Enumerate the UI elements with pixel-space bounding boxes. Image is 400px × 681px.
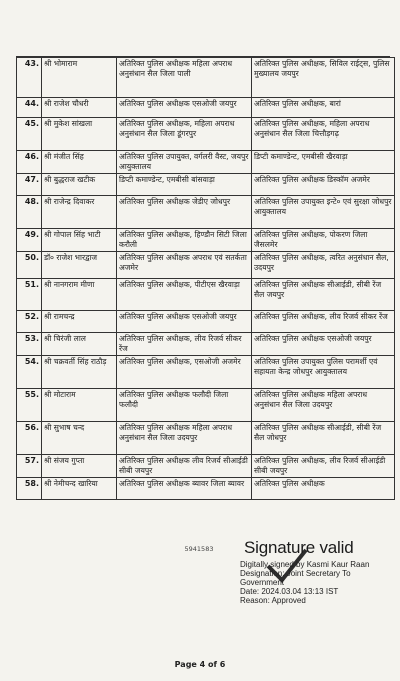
serial-number-cell: 50. xyxy=(17,252,42,279)
new-posting-cell: अतिरिक्त पुलिस अधीक्षक एसओजी जयपुर xyxy=(252,333,395,356)
officer-name-cell: श्री संजय गुप्ता xyxy=(42,455,117,478)
current-posting-cell: अतिरिक्त पुलिस अधीक्षक, हिण्डौन सिटी जिला करौली xyxy=(117,229,252,252)
serial-number-cell: 52. xyxy=(17,311,42,333)
current-posting-cell: अतिरिक्त पुलिस अधीक्षक लीव रिजर्व सीआईडी सीबी जयपुर xyxy=(117,455,252,478)
table-row xyxy=(17,455,395,478)
current-posting-cell: अतिरिक्त पुलिस अधीक्षक अपराध एवं सतर्कता अजमेर xyxy=(117,252,252,279)
new-posting-cell: अतिरिक्त पुलिस अधीक्षक, लीव रिजर्व सीकर रेंज xyxy=(252,311,395,333)
stamp-number: 5941583 xyxy=(184,545,214,553)
serial-number-cell: 45. xyxy=(17,118,42,151)
serial-number-cell: 46. xyxy=(17,151,42,174)
current-posting-cell: अतिरिक्त पुलिस उपायुक्त, वर्गलरी वैस्ट, जयपुर आयुक्तालय xyxy=(117,151,252,174)
office-stamp xyxy=(164,545,234,553)
serial-number-cell: 58. xyxy=(17,478,42,500)
government-line: Government xyxy=(240,578,285,587)
signature-date-line: Date: 2024.03.04 13:13 IST xyxy=(240,587,339,596)
serial-number-cell: 57. xyxy=(17,455,42,478)
serial-number-cell: 51. xyxy=(17,279,42,311)
serial-number-cell: 48. xyxy=(17,196,42,229)
officer-name-cell: श्री मंजीत सिंह xyxy=(42,151,117,174)
new-posting-cell: अतिरिक्त पुलिस अधीक्षक सीआईडी, सीबी रेंज सैल जोधपुर xyxy=(252,422,395,455)
serial-number-cell: 55. xyxy=(17,389,42,422)
transfer-table-body xyxy=(17,58,395,500)
table-row xyxy=(17,422,395,455)
table-row xyxy=(17,118,395,151)
officer-name-cell: श्री रामचन्द्र xyxy=(42,311,117,333)
new-posting-cell: अतिरिक्त पुलिस अधीक्षक सीआईडी, सीबी रेंज सैल जयपुर xyxy=(252,279,395,311)
new-posting-cell: अतिरिक्त पुलिस अधीक्षक महिला अपराध अनुसंधान सैल जिला उदयपुर xyxy=(252,389,395,422)
current-posting-cell: अतिरिक्त पुलिस अधीक्षक जेडीए जोधपुर xyxy=(117,196,252,229)
serial-number-cell: 47. xyxy=(17,174,42,196)
current-posting-cell: अतिरिक्त पुलिस अधीक्षक एसओजी जयपुर xyxy=(117,311,252,333)
transfer-table xyxy=(16,57,395,500)
serial-number-cell: 54. xyxy=(17,356,42,389)
current-posting-cell: अतिरिक्त पुलिस अधीक्षक, एसओजी अजमेर xyxy=(117,356,252,389)
officer-name-cell: श्री चक्रवर्ती सिंह राठौड़ xyxy=(42,356,117,389)
serial-number-cell: 49. xyxy=(17,229,42,252)
table-row xyxy=(17,389,395,422)
table-row xyxy=(17,478,395,500)
current-posting-cell: अतिरिक्त पुलिस अधीक्षक फलौदी जिला फलौदी xyxy=(117,389,252,422)
serial-number-cell: 56. xyxy=(17,422,42,455)
current-posting-cell: अतिरिक्त पुलिस अधीक्षक एसओजी जयपुर xyxy=(117,98,252,118)
officer-name-cell: श्री नेमीचन्द खारिया xyxy=(42,478,117,500)
officer-name-cell: श्री गोपाल सिंह भाटी xyxy=(42,229,117,252)
new-posting-cell: अतिरिक्त पुलिस अधीक्षक xyxy=(252,478,395,500)
officer-name-cell: श्री भोमाराम xyxy=(42,58,117,98)
officer-name-cell: डॉ० राजेश भारद्वाज xyxy=(42,252,117,279)
current-posting-cell: अतिरिक्त पुलिस अधीक्षक, पीटीएस खैरवाड़ा xyxy=(117,279,252,311)
serial-number-cell: 53. xyxy=(17,333,42,356)
officer-name-cell: श्री नानगराम मीणा xyxy=(42,279,117,311)
new-posting-cell: अतिरिक्त पुलिस अधीक्षक, लीव रिजर्व सीआईडी सीबी जयपुर xyxy=(252,455,395,478)
table-row xyxy=(17,356,395,389)
new-posting-cell: अतिरिक्त पुलिस अधीक्षक, सिविल राईट्स, पुलिस मुख्यालय जयपुर xyxy=(252,58,395,98)
table-row xyxy=(17,229,395,252)
officer-name-cell: श्री राजेन्द्र दिवाकर xyxy=(42,196,117,229)
new-posting-cell: अतिरिक्त पुलिस अधीक्षक डिस्कॉम अजमेर xyxy=(252,174,395,196)
table-row xyxy=(17,196,395,229)
digital-signature-block xyxy=(238,538,398,618)
new-posting-cell: डिप्टी कमाण्डेन्ट, एमबीसी खैरवाड़ा xyxy=(252,151,395,174)
current-posting-cell: अतिरिक्त पुलिस अधीक्षक ब्यावर जिला ब्यावर xyxy=(117,478,252,500)
officer-name-cell: श्री मोटाराम xyxy=(42,389,117,422)
current-posting-cell: डिप्टी कमाण्डेन्ट, एमबीसी बांसवाड़ा xyxy=(117,174,252,196)
table-row xyxy=(17,311,395,333)
new-posting-cell: अतिरिक्त पुलिस अधीक्षक, महिला अपराध अनुसंधान सैल जिला चित्तौड़गढ़ xyxy=(252,118,395,151)
officer-name-cell: श्री सुभाष चन्द xyxy=(42,422,117,455)
new-posting-cell: अतिरिक्त पुलिस अधीक्षक, त्वरित अनुसंधान सैल, उदयपुर xyxy=(252,252,395,279)
table-row xyxy=(17,252,395,279)
serial-number-cell: 43. xyxy=(17,58,42,98)
new-posting-cell: अतिरिक्त पुलिस उपायुक्त इन्टे० एवं सुरक्षा जोधपुर आयुक्तालय xyxy=(252,196,395,229)
officer-name-cell: श्री राजेश चौधरी xyxy=(42,98,117,118)
table-row xyxy=(17,279,395,311)
new-posting-cell: अतिरिक्त पुलिस अधीक्षक, बारां xyxy=(252,98,395,118)
new-posting-cell: अतिरिक्त पुलिस अधीक्षक, पोकरण जिला जैसलमेर xyxy=(252,229,395,252)
new-posting-cell: अतिरिक्त पुलिस उपायुक्त पुलिस परामर्शी एवं सहायता केन्द्र जोधपुर आयुक्तालय xyxy=(252,356,395,389)
signature-reason-line: Reason: Approved xyxy=(240,596,306,605)
officer-name-cell: श्री मुकेश सांखला xyxy=(42,118,117,151)
table-row xyxy=(17,151,395,174)
current-posting-cell: अतिरिक्त पुलिस अधीक्षक महिला अपराध अनुसंधान सैल जिला उदयपुर xyxy=(117,422,252,455)
officer-name-cell: श्री बुद्धराज खटीक xyxy=(42,174,117,196)
designation-line: Designation: Joint Secretary To xyxy=(240,569,351,578)
current-posting-cell: अतिरिक्त पुलिस अधीक्षक, महिला अपराध अनुसंधान सैल जिला डूंगरपुर xyxy=(117,118,252,151)
table-row xyxy=(17,174,395,196)
serial-number-cell: 44. xyxy=(17,98,42,118)
signed-by-line: Digitally signed by Kasmi Kaur Raan xyxy=(240,560,370,569)
table-row xyxy=(17,58,395,98)
table-row xyxy=(17,98,395,118)
table-row xyxy=(17,333,395,356)
officer-name-cell: श्री चिरंजी लाल xyxy=(42,333,117,356)
signature-valid-title: Signature valid xyxy=(244,538,354,557)
current-posting-cell: अतिरिक्त पुलिस अधीक्षक महिला अपराध अनुसंधान सैल जिला पाली xyxy=(117,58,252,98)
page-number: Page 4 of 6 xyxy=(174,660,226,669)
current-posting-cell: अतिरिक्त पुलिस अधीक्षक, लीव रिजर्व सीकर रेंज xyxy=(117,333,252,356)
